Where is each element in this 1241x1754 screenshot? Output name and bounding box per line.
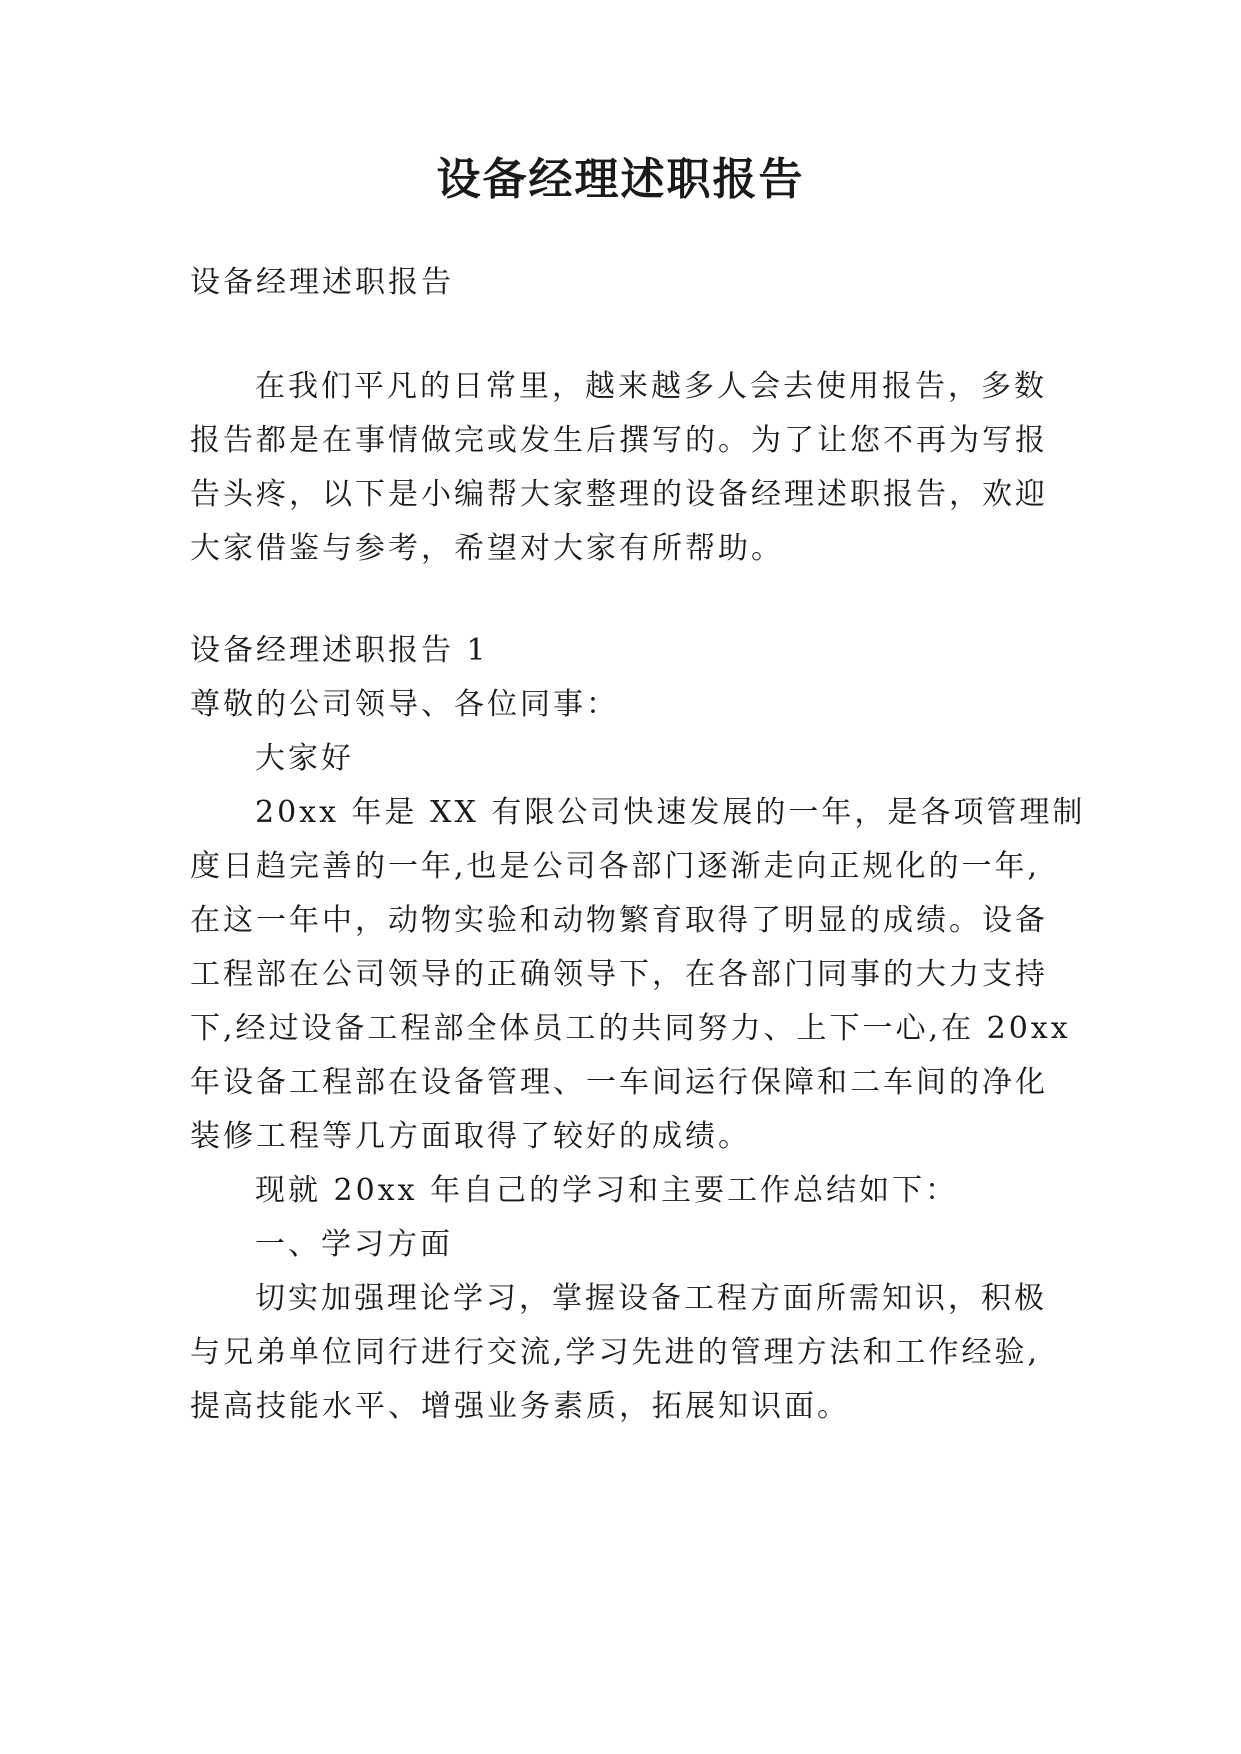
intro-line-4: 大家借鉴与参考，希望对大家有所帮助。 bbox=[190, 531, 784, 566]
document-subtitle: 设备经理述职报告 bbox=[190, 265, 454, 300]
body-line-4: 工程部在公司领导的正确领导下，在各部门同事的大力支持 bbox=[190, 957, 1048, 992]
study-line-3: 提高技能水平、增强业务素质，拓展知识面。 bbox=[190, 1389, 850, 1424]
intro-line-2: 报告都是在事情做完或发生后撰写的。为了让您不再为写报 bbox=[190, 423, 1048, 458]
intro-line-3: 告头疼，以下是小编帮大家整理的设备经理述职报告，欢迎 bbox=[190, 477, 1048, 512]
body-line-7: 装修工程等几方面取得了较好的成绩。 bbox=[190, 1119, 751, 1154]
study-heading: 一、学习方面 bbox=[255, 1227, 453, 1262]
summary-intro: 现就 20xx 年自己的学习和主要工作总结如下： bbox=[255, 1173, 959, 1208]
study-line-1: 切实加强理论学习，掌握设备工程方面所需知识，积极 bbox=[255, 1281, 1047, 1316]
study-line-2: 与兄弟单位同行进行交流,学习先进的管理方法和工作经验, bbox=[190, 1335, 1041, 1370]
body-line-2: 度日趋完善的一年,也是公司各部门逐渐走向正规化的一年, bbox=[190, 849, 1041, 884]
body-line-5: 下,经过设备工程部全体员工的共同努力、上下一心,在 20xx bbox=[190, 1011, 1071, 1046]
document-title: 设备经理述职报告 bbox=[436, 154, 805, 205]
section-heading: 设备经理述职报告 1 bbox=[190, 633, 489, 668]
body-line-1: 20xx 年是 XX 有限公司快速发展的一年，是各项管理制 bbox=[255, 795, 1086, 830]
body-line-6: 年设备工程部在设备管理、一车间运行保障和二车间的净化 bbox=[190, 1065, 1048, 1100]
body-line-3: 在这一年中，动物实验和动物繁育取得了明显的成绩。设备 bbox=[190, 903, 1048, 938]
greeting: 大家好 bbox=[255, 741, 354, 776]
intro-line-1: 在我们平凡的日常里，越来越多人会去使用报告，多数 bbox=[255, 369, 1047, 404]
salutation: 尊敬的公司领导、各位同事： bbox=[190, 687, 619, 722]
